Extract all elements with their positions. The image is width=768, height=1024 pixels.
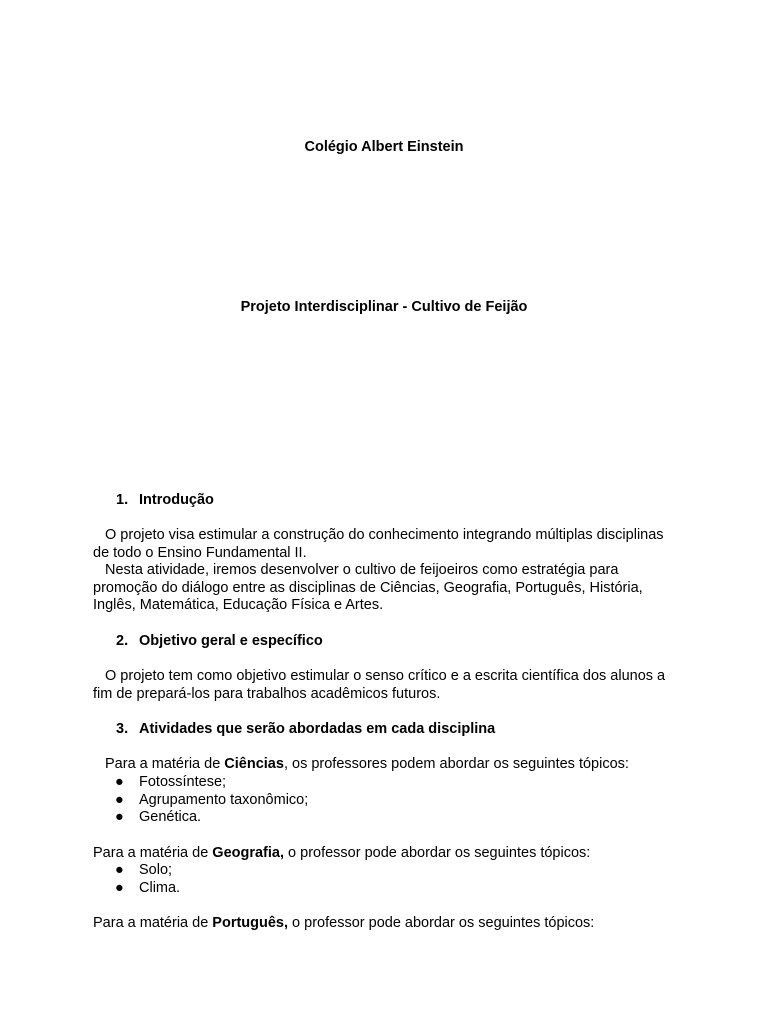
list-item: [93, 792, 308, 810]
objective-text: [93, 668, 683, 703]
topic-text: Genética.: [139, 809, 202, 826]
text-span: o professor pode abordar os seguintes tópicos:: [284, 845, 591, 861]
text-span: Para a matéria de: [105, 756, 225, 772]
topic-text: Solo;: [139, 862, 173, 878]
section-heading-atividades: [116, 721, 495, 737]
topic-text: Agrupamento taxonômico;: [139, 791, 309, 808]
text-span: o professor pode abordar os seguintes tópicos:: [288, 915, 595, 931]
list-item: [93, 774, 308, 792]
paragraph: Nesta atividade, iremos desenvolver o cultivo de feijoeiros como estratégia para promoção do diálogo entre as disciplinas de Ciências, Geografia, Português, História, Inglês, Matemática, Educação Física e Artes.: [93, 562, 643, 614]
intro-text: [93, 527, 683, 615]
paragraph: O projeto visa estimular a construção do conhecimento integrando múltiplas disciplinas de todo o Ensino Fundamental II.: [93, 527, 664, 561]
topic-text: Clima.: [139, 879, 181, 896]
topic-list-ciencias: [93, 774, 308, 827]
paragraph: O projeto tem como objetivo estimular o senso crítico e a escrita científica dos alunos a fim de prepará-los para trabalhos acadêmicos futuros.: [93, 668, 666, 702]
subject-intro-portugues: [93, 915, 683, 933]
text-span: , os professores podem abordar os seguintes tópicos:: [283, 756, 629, 772]
school-name: Colégio Albert Einstein: [304, 139, 464, 155]
list-item: [93, 862, 180, 880]
bullet-icon: ●: [115, 879, 124, 896]
bullet-icon: ●: [115, 862, 124, 878]
section-heading-objetivo: [116, 633, 323, 649]
subject-intro-geografia: [93, 845, 683, 863]
project-title: Projeto Interdisciplinar - Cultivo de Feijão: [240, 299, 528, 315]
subject-intro-ciencias: [93, 756, 683, 774]
section-number: 3.: [116, 721, 129, 737]
list-item: [93, 809, 308, 827]
text-span: Para a matéria de: [93, 915, 213, 931]
topic-list-geografia: [93, 862, 180, 897]
section-title: Atividades que serão abordadas em cada disciplina: [139, 721, 496, 737]
section-title: Objetivo geral e específico: [139, 633, 323, 649]
list-item: [93, 880, 180, 898]
topic-text: Fotossíntese;: [139, 774, 227, 790]
section-number: 2.: [116, 633, 129, 649]
section-title: Introdução: [139, 492, 214, 508]
subject-name: Ciências: [224, 756, 284, 772]
subject-name: Geografia,: [212, 845, 285, 861]
section-number: 1.: [116, 492, 129, 508]
subject-name: Português,: [212, 915, 289, 931]
bullet-icon: ●: [115, 774, 124, 790]
bullet-icon: ●: [115, 791, 124, 808]
bullet-icon: ●: [115, 809, 124, 826]
text-span: Para a matéria de: [93, 845, 213, 861]
section-heading-introducao: [116, 492, 214, 508]
